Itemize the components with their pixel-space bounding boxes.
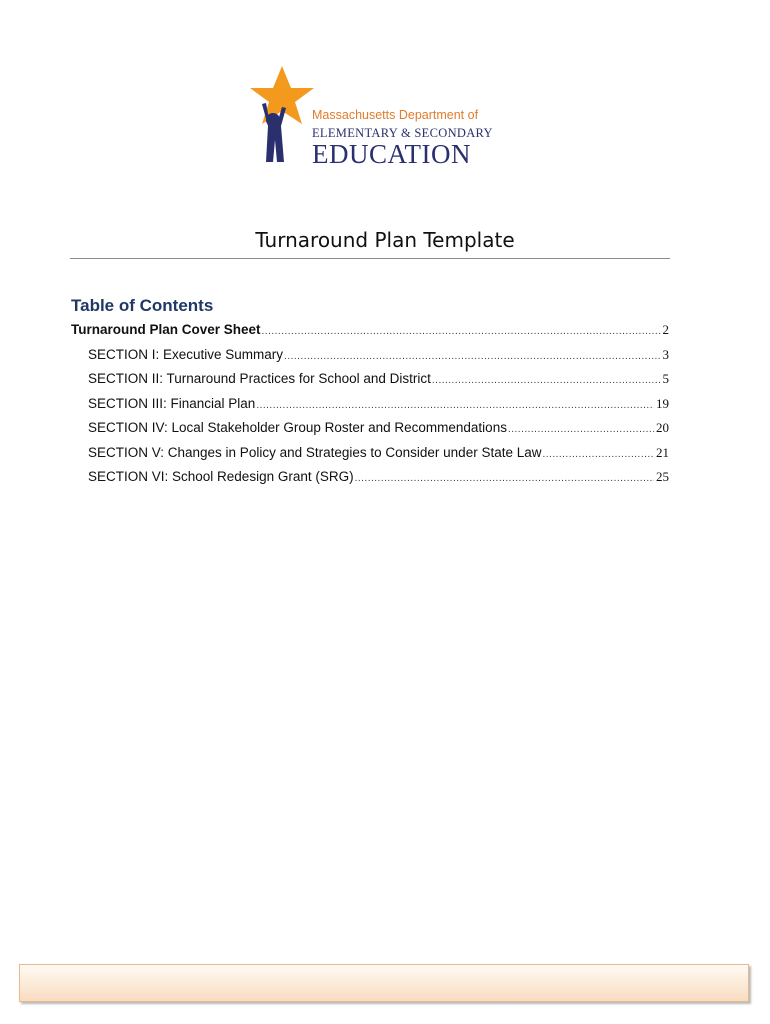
toc-entry-label: SECTION V: Changes in Policy and Strategies to Consider under State Law — [88, 444, 542, 460]
logo-line-elementary-secondary: ELEMENTARY & SECONDARY — [312, 126, 493, 140]
logo-line-education: EDUCATION — [312, 139, 471, 169]
document-title: Turnaround Plan Template — [255, 228, 515, 252]
dese-logo — [244, 64, 504, 174]
toc-entry-label: Turnaround Plan Cover Sheet — [71, 322, 261, 337]
logo-line-department: Massachusetts Department of — [312, 108, 479, 122]
toc-entry-section-6[interactable] — [71, 469, 669, 494]
toc-leader-dots — [256, 400, 654, 411]
toc-entry-label: SECTION II: Turnaround Practices for School and District — [88, 371, 431, 386]
toc-entry-section-3[interactable] — [71, 396, 669, 421]
toc-entry-page: 5 — [662, 371, 669, 386]
toc-entry-section-5[interactable] — [71, 445, 669, 470]
toc-leader-dots — [355, 473, 654, 484]
toc-entry-label: SECTION III: Financial Plan — [88, 395, 256, 411]
toc-entry-page: 21 — [656, 444, 669, 460]
star-figure-icon — [244, 64, 314, 174]
toc-entry-label: SECTION I: Executive Summary — [88, 346, 284, 362]
toc-entry-section-2[interactable] — [71, 371, 669, 396]
toc-entry-label: SECTION VI: School Redesign Grant (SRG) — [88, 469, 354, 484]
toc-leader-dots — [284, 351, 660, 362]
toc-leader-dots — [262, 326, 661, 337]
toc-leader-dots — [508, 424, 654, 435]
toc-entry-label: SECTION IV: Local Stakeholder Group Roster and Recommendations — [88, 420, 507, 435]
toc-leader-dots — [542, 449, 654, 460]
footer-bar — [19, 964, 749, 1002]
table-of-contents — [71, 322, 669, 494]
toc-entry-page: 20 — [656, 420, 669, 435]
toc-entry-section-4[interactable] — [71, 420, 669, 445]
title-divider — [70, 258, 670, 259]
toc-entry-page: 3 — [662, 346, 669, 362]
toc-entry-page: 25 — [656, 469, 669, 484]
toc-leader-dots — [432, 375, 661, 386]
toc-entry-section-1[interactable] — [71, 347, 669, 372]
toc-entry-cover-sheet[interactable] — [71, 322, 669, 347]
toc-heading: Table of Contents — [71, 296, 214, 315]
toc-entry-page: 2 — [662, 322, 669, 337]
toc-entry-page: 19 — [656, 395, 669, 411]
